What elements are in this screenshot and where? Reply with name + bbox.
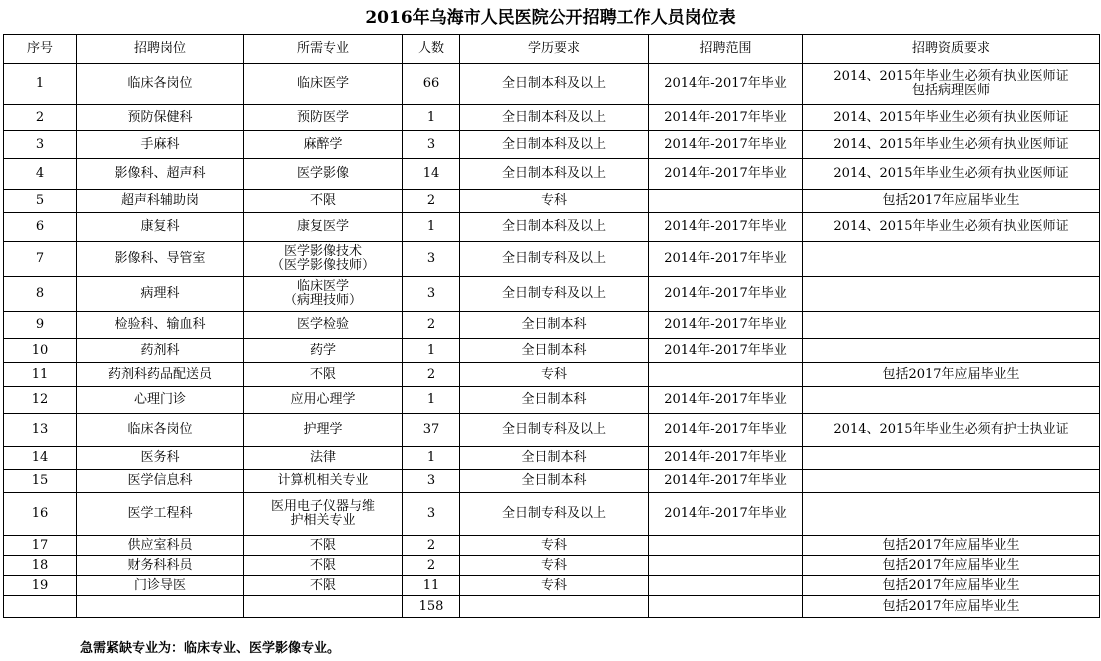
col-qualification-cell — [803, 447, 1100, 470]
table-row — [4, 131, 1100, 159]
col-major-cell: 不限 — [244, 190, 403, 213]
col-index-cell: 序号 — [4, 35, 77, 64]
col-major-cell: 所需专业 — [244, 35, 403, 64]
col-major-cell: 医学影像技术 （医学影像技师） — [244, 242, 403, 277]
urgent-note: 急需紧缺专业为：临床专业、医学影像专业。 — [80, 641, 341, 656]
col-major-cell: 不限 — [244, 576, 403, 596]
col-position-cell: 财务科科员 — [77, 556, 244, 576]
col-major-cell: 医用电子仪器与维 护相关专业 — [244, 493, 403, 536]
col-index-cell: 6 — [4, 213, 77, 242]
col-position-cell: 检验科、输血科 — [77, 312, 244, 339]
recruitment-table — [3, 34, 1100, 618]
col-education-cell: 全日制本科 — [460, 387, 649, 414]
col-index-cell: 13 — [4, 414, 77, 447]
col-major-cell: 不限 — [244, 363, 403, 387]
col-education-cell: 专科 — [460, 576, 649, 596]
col-range-cell: 2014年-2017年毕业 — [649, 493, 803, 536]
col-qualification-cell — [803, 312, 1100, 339]
table-row — [4, 447, 1100, 470]
col-qualification-cell — [803, 242, 1100, 277]
col-range-cell — [649, 576, 803, 596]
col-count-cell: 1 — [403, 387, 460, 414]
col-major-cell: 不限 — [244, 536, 403, 556]
col-position-cell: 康复科 — [77, 213, 244, 242]
col-count-cell: 2 — [403, 536, 460, 556]
col-major-cell: 预防医学 — [244, 105, 403, 131]
table-row — [4, 105, 1100, 131]
col-range-cell: 2014年-2017年毕业 — [649, 64, 803, 105]
table-row — [4, 493, 1100, 536]
col-count-cell: 14 — [403, 159, 460, 190]
col-count-cell: 37 — [403, 414, 460, 447]
col-range-cell: 2014年-2017年毕业 — [649, 470, 803, 493]
col-range-cell — [649, 536, 803, 556]
col-major-cell: 护理学 — [244, 414, 403, 447]
col-position-cell: 医学信息科 — [77, 470, 244, 493]
col-range-cell: 2014年-2017年毕业 — [649, 339, 803, 363]
table-row — [4, 576, 1100, 596]
col-range-cell — [649, 556, 803, 576]
col-range-cell: 2014年-2017年毕业 — [649, 312, 803, 339]
col-position-cell: 影像科、超声科 — [77, 159, 244, 190]
col-range-cell: 2014年-2017年毕业 — [649, 447, 803, 470]
col-count-cell: 3 — [403, 470, 460, 493]
col-count-cell: 66 — [403, 64, 460, 105]
col-position-cell: 病理科 — [77, 277, 244, 312]
col-position-cell: 心理门诊 — [77, 387, 244, 414]
col-count-cell: 人数 — [403, 35, 460, 64]
col-qualification-cell: 包括2017年应届毕业生 — [803, 556, 1100, 576]
col-index-cell — [4, 596, 77, 618]
col-major-cell: 法律 — [244, 447, 403, 470]
col-major-cell: 临床医学 — [244, 64, 403, 105]
col-major-cell: 临床医学 （病理技师） — [244, 277, 403, 312]
col-major-cell: 康复医学 — [244, 213, 403, 242]
col-qualification-cell — [803, 339, 1100, 363]
col-position-cell: 招聘岗位 — [77, 35, 244, 64]
col-range-cell: 招聘范围 — [649, 35, 803, 64]
col-education-cell: 专科 — [460, 536, 649, 556]
table-row — [4, 363, 1100, 387]
col-position-cell: 供应室科员 — [77, 536, 244, 556]
col-count-cell: 3 — [403, 242, 460, 277]
col-range-cell: 2014年-2017年毕业 — [649, 213, 803, 242]
col-education-cell: 全日制本科及以上 — [460, 131, 649, 159]
col-count-cell: 158 — [403, 596, 460, 618]
col-position-cell: 影像科、导管室 — [77, 242, 244, 277]
col-education-cell — [460, 596, 649, 618]
col-range-cell — [649, 190, 803, 213]
col-major-cell — [244, 596, 403, 618]
table-row — [4, 556, 1100, 576]
col-major-cell: 不限 — [244, 556, 403, 576]
table-row — [4, 387, 1100, 414]
col-position-cell: 医学工程科 — [77, 493, 244, 536]
table-row — [4, 277, 1100, 312]
col-qualification-cell: 2014、2015年毕业生必须有执业医师证 — [803, 159, 1100, 190]
col-qualification-cell: 包括2017年应届毕业生 — [803, 190, 1100, 213]
col-index-cell: 7 — [4, 242, 77, 277]
col-education-cell: 学历要求 — [460, 35, 649, 64]
col-index-cell: 1 — [4, 64, 77, 105]
col-qualification-cell: 包括2017年应届毕业生 — [803, 536, 1100, 556]
col-education-cell: 全日制本科及以上 — [460, 64, 649, 105]
col-index-cell: 17 — [4, 536, 77, 556]
table-row — [4, 470, 1100, 493]
col-position-cell: 医务科 — [77, 447, 244, 470]
table-row — [4, 242, 1100, 277]
col-index-cell: 12 — [4, 387, 77, 414]
col-count-cell: 1 — [403, 213, 460, 242]
col-index-cell: 19 — [4, 576, 77, 596]
col-position-cell: 临床各岗位 — [77, 414, 244, 447]
col-education-cell: 专科 — [460, 363, 649, 387]
col-education-cell: 全日制本科 — [460, 470, 649, 493]
table-title: 2016年乌海市人民医院公开招聘工作人员岗位表 — [365, 8, 736, 28]
col-range-cell: 2014年-2017年毕业 — [649, 131, 803, 159]
col-index-cell: 5 — [4, 190, 77, 213]
col-range-cell — [649, 363, 803, 387]
col-major-cell: 医学检验 — [244, 312, 403, 339]
col-index-cell: 3 — [4, 131, 77, 159]
col-qualification-cell: 包括2017年应届毕业生 — [803, 363, 1100, 387]
col-position-cell: 临床各岗位 — [77, 64, 244, 105]
col-qualification-cell — [803, 277, 1100, 312]
col-position-cell: 预防保健科 — [77, 105, 244, 131]
col-index-cell: 14 — [4, 447, 77, 470]
col-qualification-cell: 招聘资质要求 — [803, 35, 1100, 64]
col-count-cell: 2 — [403, 363, 460, 387]
col-qualification-cell: 2014、2015年毕业生必须有护士执业证 — [803, 414, 1100, 447]
col-index-cell: 8 — [4, 277, 77, 312]
table-row — [4, 190, 1100, 213]
col-count-cell: 3 — [403, 131, 460, 159]
col-qualification-cell: 包括2017年应届毕业生 — [803, 576, 1100, 596]
col-qualification-cell: 2014、2015年毕业生必须有执业医师证 — [803, 131, 1100, 159]
table-row — [4, 64, 1100, 105]
col-position-cell — [77, 596, 244, 618]
col-qualification-cell: 2014、2015年毕业生必须有执业医师证 包括病理医师 — [803, 64, 1100, 105]
col-index-cell: 11 — [4, 363, 77, 387]
col-education-cell: 全日制本科 — [460, 447, 649, 470]
col-range-cell: 2014年-2017年毕业 — [649, 414, 803, 447]
col-education-cell: 全日制专科及以上 — [460, 242, 649, 277]
col-range-cell: 2014年-2017年毕业 — [649, 277, 803, 312]
col-major-cell: 医学影像 — [244, 159, 403, 190]
col-index-cell: 2 — [4, 105, 77, 131]
col-index-cell: 15 — [4, 470, 77, 493]
col-position-cell: 手麻科 — [77, 131, 244, 159]
col-education-cell: 全日制专科及以上 — [460, 277, 649, 312]
table-row — [4, 213, 1100, 242]
header-row — [4, 35, 1100, 64]
col-education-cell: 全日制本科及以上 — [460, 213, 649, 242]
table-row — [4, 159, 1100, 190]
col-index-cell: 9 — [4, 312, 77, 339]
table-row — [4, 414, 1100, 447]
col-education-cell: 全日制专科及以上 — [460, 414, 649, 447]
col-major-cell: 药学 — [244, 339, 403, 363]
col-education-cell: 全日制本科 — [460, 312, 649, 339]
col-qualification-cell — [803, 387, 1100, 414]
col-count-cell: 2 — [403, 556, 460, 576]
col-qualification-cell — [803, 470, 1100, 493]
table-row — [4, 536, 1100, 556]
col-count-cell: 2 — [403, 190, 460, 213]
col-count-cell: 1 — [403, 447, 460, 470]
col-range-cell: 2014年-2017年毕业 — [649, 387, 803, 414]
col-position-cell: 超声科辅助岗 — [77, 190, 244, 213]
col-count-cell: 2 — [403, 312, 460, 339]
col-major-cell: 应用心理学 — [244, 387, 403, 414]
table-row — [4, 312, 1100, 339]
col-range-cell: 2014年-2017年毕业 — [649, 159, 803, 190]
col-qualification-cell: 包括2017年应届毕业生 — [803, 596, 1100, 618]
col-index-cell: 10 — [4, 339, 77, 363]
col-index-cell: 4 — [4, 159, 77, 190]
col-position-cell: 药剂科 — [77, 339, 244, 363]
col-count-cell: 1 — [403, 105, 460, 131]
col-education-cell: 专科 — [460, 556, 649, 576]
col-count-cell: 3 — [403, 277, 460, 312]
col-count-cell: 3 — [403, 493, 460, 536]
col-count-cell: 1 — [403, 339, 460, 363]
col-education-cell: 全日制专科及以上 — [460, 493, 649, 536]
col-qualification-cell — [803, 493, 1100, 536]
col-index-cell: 16 — [4, 493, 77, 536]
col-range-cell: 2014年-2017年毕业 — [649, 242, 803, 277]
col-qualification-cell: 2014、2015年毕业生必须有执业医师证 — [803, 105, 1100, 131]
col-education-cell: 全日制本科及以上 — [460, 159, 649, 190]
col-education-cell: 全日制本科 — [460, 339, 649, 363]
col-range-cell — [649, 596, 803, 618]
col-count-cell: 11 — [403, 576, 460, 596]
table-row — [4, 339, 1100, 363]
col-position-cell: 门诊导医 — [77, 576, 244, 596]
total-row — [4, 596, 1100, 618]
col-position-cell: 药剂科药品配送员 — [77, 363, 244, 387]
col-index-cell: 18 — [4, 556, 77, 576]
col-qualification-cell: 2014、2015年毕业生必须有执业医师证 — [803, 213, 1100, 242]
col-range-cell: 2014年-2017年毕业 — [649, 105, 803, 131]
col-education-cell: 全日制本科及以上 — [460, 105, 649, 131]
col-major-cell: 麻醉学 — [244, 131, 403, 159]
col-major-cell: 计算机相关专业 — [244, 470, 403, 493]
col-education-cell: 专科 — [460, 190, 649, 213]
